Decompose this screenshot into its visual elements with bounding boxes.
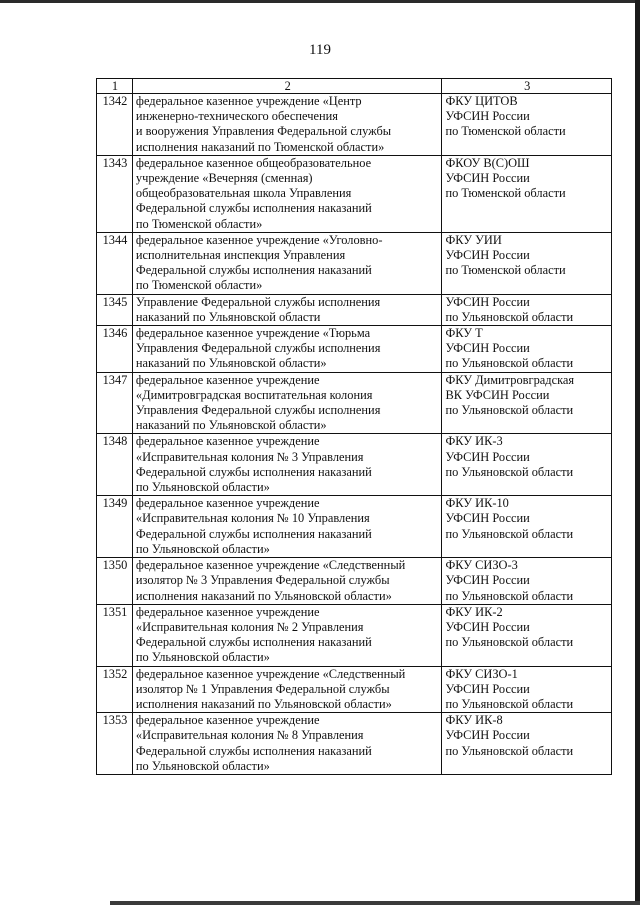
row-number: 1353	[97, 713, 133, 775]
row-number: 1349	[97, 496, 133, 558]
institution-abbreviation-line: ФКУ ИК-2	[445, 604, 503, 619]
institution-name-line: «Исправительная колония № 2 Управления	[135, 619, 364, 634]
institution-abbreviation-line: по Ульяновской области	[445, 526, 574, 541]
table-row	[97, 326, 612, 373]
institution-abbreviation-line: УФСИН России	[445, 681, 530, 696]
institution-abbreviation-line: УФСИН России	[445, 248, 530, 263]
row-number: 1352	[97, 666, 133, 713]
institution-name-line: по Тюменской области»	[135, 216, 263, 231]
column-header-name: 2	[132, 79, 442, 94]
row-number: 1350	[97, 558, 133, 605]
table-row	[97, 94, 612, 156]
institution-name-line: изолятор № 1 Управления Федеральной службы	[135, 681, 390, 696]
institution-name-line: и вооружения Управления Федеральной службы	[135, 124, 392, 139]
institution-name-line: федеральное казенное учреждение	[135, 496, 320, 511]
institution-abbreviation-line: по Тюменской области	[445, 186, 566, 201]
column-header-abbreviation: 3	[442, 79, 612, 94]
institution-abbreviation-line: УФСИН России	[445, 573, 530, 588]
institution-name-line: по Тюменской области»	[135, 278, 263, 293]
table-row	[97, 232, 612, 294]
row-number: 1346	[97, 326, 133, 373]
institution-name-line: наказаний по Ульяновской области»	[135, 418, 327, 433]
institution-abbreviation-line: ФКУ Т	[445, 326, 483, 341]
institution-abbreviation	[442, 155, 612, 232]
institution-abbreviation	[442, 326, 612, 373]
row-number: 1351	[97, 604, 133, 666]
row-number: 1344	[97, 232, 133, 294]
institution-abbreviation-line: по Ульяновской области	[445, 403, 574, 418]
institution-name	[132, 713, 442, 775]
table-row	[97, 713, 612, 775]
institution-abbreviation-line: по Ульяновской области	[445, 635, 574, 650]
page-number: 119	[309, 42, 331, 58]
table-header-row	[97, 79, 612, 94]
institution-name	[132, 666, 442, 713]
institution-name-line: федеральное казенное учреждение	[135, 604, 320, 619]
institution-abbreviation-line: ФКУ ЦИТОВ	[445, 94, 518, 108]
institution-abbreviation-line: ФКУ СИЗО-3	[445, 558, 518, 573]
institution-abbreviation-line: ФКУ Димитровградская	[445, 372, 575, 387]
institution-abbreviation-line: ФКУ ИК-3	[445, 434, 503, 449]
institution-abbreviation-line: ВК УФСИН России	[445, 387, 550, 402]
institution-name-line: исполнения наказаний по Ульяновской области»	[135, 696, 392, 711]
institution-name-line: Федеральной службы исполнения наказаний	[135, 743, 372, 758]
institution-name-line: Федеральной службы исполнения наказаний	[135, 464, 372, 479]
row-number: 1347	[97, 372, 133, 434]
institution-name-line: исполнительная инспекция Управления	[135, 248, 346, 263]
institution-abbreviation-line: УФСИН России	[445, 341, 530, 356]
institution-name-line: Федеральной службы исполнения наказаний	[135, 635, 372, 650]
institution-abbreviation	[442, 666, 612, 713]
institution-abbreviation-line: по Ульяновской области	[445, 464, 574, 479]
row-number: 1345	[97, 294, 133, 325]
row-number: 1342	[97, 94, 133, 156]
institution-name-line: по Ульяновской области»	[135, 541, 270, 556]
institution-name-line: федеральное казенное общеобразовательное	[135, 155, 372, 170]
institution-name-line: наказаний по Ульяновской области	[135, 309, 321, 324]
institution-abbreviation-line: УФСИН России	[445, 728, 530, 743]
institution-abbreviation	[442, 232, 612, 294]
institution-name-line: Федеральной службы исполнения наказаний	[135, 201, 372, 216]
institution-name-line: по Ульяновской области»	[135, 650, 270, 665]
institution-name-line: изолятор № 3 Управления Федеральной службы	[135, 573, 390, 588]
institution-name	[132, 604, 442, 666]
institution-abbreviation-line: по Ульяновской области	[445, 588, 574, 603]
institution-abbreviation-line: УФСИН России	[445, 511, 530, 526]
institution-abbreviation	[442, 294, 612, 325]
table-row	[97, 558, 612, 605]
table-row	[97, 155, 612, 232]
table-row	[97, 372, 612, 434]
institution-abbreviation-line: УФСИН России	[445, 619, 530, 634]
institution-name-line: федеральное казенное учреждение	[135, 372, 320, 387]
table-row	[97, 666, 612, 713]
institution-abbreviation	[442, 604, 612, 666]
column-header-number: 1	[97, 79, 133, 94]
institution-name-line: «Исправительная колония № 8 Управления	[135, 728, 364, 743]
institution-name-line: федеральное казенное учреждение	[135, 434, 320, 449]
institution-name-line: Федеральной службы исполнения наказаний	[135, 526, 372, 541]
institution-name-line: исполнения наказаний по Тюменской области»	[135, 139, 385, 154]
institution-name	[132, 434, 442, 496]
institution-name	[132, 232, 442, 294]
institution-abbreviation-line: по Ульяновской области	[445, 696, 574, 711]
institution-name	[132, 558, 442, 605]
institution-name	[132, 94, 442, 156]
institution-name-line: общеобразовательная школа Управления	[135, 186, 352, 201]
institution-abbreviation-line: ФКОУ В(С)ОШ	[445, 155, 530, 170]
institution-abbreviation-line: по Тюменской области	[445, 263, 566, 278]
row-number: 1343	[97, 155, 133, 232]
table-row	[97, 496, 612, 558]
scan-border-bottom	[110, 901, 640, 905]
institution-name-line: учреждение «Вечерняя (сменная)	[135, 171, 313, 186]
institution-name-line: инженерно-технического обеспечения	[135, 109, 338, 124]
row-number: 1348	[97, 434, 133, 496]
institution-name-line: «Исправительная колония № 10 Управления	[135, 511, 370, 526]
institution-abbreviation	[442, 434, 612, 496]
institution-abbreviation-line: УФСИН России	[445, 449, 530, 464]
institution-name	[132, 326, 442, 373]
institution-name-line: «Димитровградская воспитательная колония	[135, 387, 373, 402]
institution-abbreviation-line: УФСИН России	[445, 109, 530, 124]
institution-name-line: федеральное казенное учреждение	[135, 713, 320, 728]
institution-abbreviation	[442, 496, 612, 558]
institution-abbreviation-line: ФКУ УИИ	[445, 232, 502, 247]
institution-name-line: Управления Федеральной службы исполнения	[135, 341, 381, 356]
institution-abbreviation-line: по Ульяновской области	[445, 356, 574, 371]
institution-abbreviation	[442, 558, 612, 605]
institution-name-line: «Исправительная колония № 3 Управления	[135, 449, 364, 464]
institution-name-line: наказаний по Ульяновской области»	[135, 356, 327, 371]
institution-abbreviation-line: УФСИН России	[445, 294, 530, 309]
institution-name-line: федеральное казенное учреждение «Следственный	[135, 558, 406, 573]
institution-name	[132, 294, 442, 325]
institution-name	[132, 496, 442, 558]
institution-abbreviation-line: ФКУ ИК-10	[445, 496, 509, 511]
table-row	[97, 294, 612, 325]
scan-border-right	[635, 0, 640, 905]
institution-name-line: по Ульяновской области»	[135, 758, 270, 773]
table-row	[97, 604, 612, 666]
institution-name	[132, 372, 442, 434]
institution-abbreviation-line: по Ульяновской области	[445, 309, 574, 324]
institution-name-line: федеральное казенное учреждение «Следственный	[135, 666, 406, 681]
institution-name-line: Управления Федеральной службы исполнения	[135, 403, 381, 418]
institution-abbreviation	[442, 372, 612, 434]
institution-abbreviation-line: УФСИН России	[445, 171, 530, 186]
institution-name-line: федеральное казенное учреждение «Тюрьма	[135, 326, 371, 341]
institution-abbreviation-line: ФКУ ИК-8	[445, 713, 503, 728]
institution-abbreviation	[442, 713, 612, 775]
institution-name-line: Федеральной службы исполнения наказаний	[135, 263, 372, 278]
institution-name-line: федеральное казенное учреждение «Центр	[135, 94, 362, 108]
scan-border-top	[0, 0, 640, 3]
table-body	[97, 94, 612, 775]
registry-table	[96, 78, 612, 775]
institution-name	[132, 155, 442, 232]
table-row	[97, 434, 612, 496]
institution-name-line: исполнения наказаний по Ульяновской области»	[135, 588, 392, 603]
institution-name-line: по Ульяновской области»	[135, 480, 270, 495]
institution-abbreviation	[442, 94, 612, 156]
institution-abbreviation-line: по Тюменской области	[445, 124, 566, 139]
institution-name-line: Управление Федеральной службы исполнения	[135, 294, 381, 309]
institution-abbreviation-line: ФКУ СИЗО-1	[445, 666, 518, 681]
institution-name-line: федеральное казенное учреждение «Уголовно-	[135, 232, 383, 247]
institution-abbreviation-line: по Ульяновской области	[445, 743, 574, 758]
